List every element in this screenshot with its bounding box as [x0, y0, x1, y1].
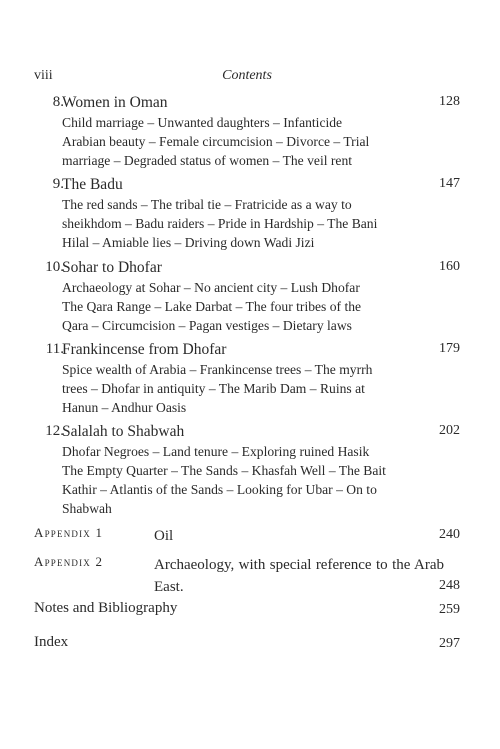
- chapter-number: 12.: [45, 423, 64, 439]
- chapter-page: 147: [439, 176, 460, 191]
- description-line: Shabwah: [62, 501, 112, 516]
- chapter-number: 9.: [52, 176, 64, 192]
- appendix-title: Oil: [154, 528, 174, 544]
- toc-entry-index[interactable]: [34, 634, 460, 651]
- chapter-title: Women in Oman: [62, 94, 168, 111]
- entry-page: 297: [439, 636, 460, 651]
- chapter-page: 160: [439, 259, 460, 274]
- chapter-title: Frankincense from Dhofar: [62, 341, 227, 358]
- description-line: Hanun – Andhur Oasis: [62, 400, 187, 415]
- chapter-description: [62, 360, 444, 417]
- description-line: Spice wealth of Arabia – Frankincense trees – The myrrh: [62, 362, 373, 377]
- running-head: [34, 68, 460, 88]
- description-line: sheikhdom – Badu raiders – Pride in Hardship – The Bani: [62, 216, 378, 231]
- description-line: The red sands – The tribal tie – Fratricide as a way to: [62, 197, 352, 212]
- description-line: Hilal – Amiable lies – Driving down Wadi Jizi: [62, 235, 315, 250]
- description-line: Archaeology at Sohar – No ancient city – Lush Dhofar: [62, 280, 360, 295]
- running-title: Contents: [222, 68, 272, 83]
- toc-entry-notes-bibliography[interactable]: [34, 600, 460, 617]
- chapter-number: 11.: [45, 341, 64, 357]
- appendix-page: 248: [439, 578, 460, 593]
- description-line: Qara – Circumcision – Pagan vestiges – Dietary laws: [62, 318, 352, 333]
- chapter-page: 202: [439, 423, 460, 438]
- appendix-label: Appendix 1: [34, 525, 104, 540]
- chapter-number: 10.: [45, 259, 64, 275]
- appendix-label: Appendix 2: [34, 554, 104, 569]
- entry-title: Index: [34, 634, 69, 650]
- description-line: Child marriage – Unwanted daughters – Infanticide: [62, 115, 343, 130]
- appendix-title: Archaeology, with special reference to the Arab East.: [154, 557, 444, 595]
- chapter-title: The Badu: [62, 176, 123, 193]
- chapter-page: 128: [439, 94, 460, 109]
- chapter-description: [62, 113, 444, 170]
- chapter-description: [62, 195, 444, 252]
- description-line: Kathir – Atlantis of the Sands – Looking for Ubar – On to: [62, 482, 377, 497]
- chapter-title: Salalah to Shabwah: [62, 423, 185, 440]
- description-line: marriage – Degraded status of women – The veil rent: [62, 153, 353, 168]
- appendix-page: 240: [439, 527, 460, 542]
- description-line: Arabian beauty – Female circumcision – Divorce – Trial: [62, 134, 370, 149]
- chapter-description: [62, 278, 444, 335]
- chapter-title: Sohar to Dhofar: [62, 259, 162, 276]
- chapter-description: [62, 442, 444, 518]
- description-line: The Qara Range – Lake Darbat – The four tribes of the: [62, 299, 362, 314]
- entry-page: 259: [439, 602, 460, 617]
- page-number: viii: [34, 68, 53, 83]
- description-line: Dhofar Negroes – Land tenure – Exploring ruined Hasik: [62, 444, 370, 459]
- description-line: trees – Dhofar in antiquity – The Marib Dam – Ruins at: [62, 381, 365, 396]
- chapter-number: 8.: [52, 94, 64, 110]
- chapter-page: 179: [439, 341, 460, 356]
- description-line: The Empty Quarter – The Sands – Khasfah Well – The Bait: [62, 463, 386, 478]
- entry-title: Notes and Bibliography: [34, 600, 178, 616]
